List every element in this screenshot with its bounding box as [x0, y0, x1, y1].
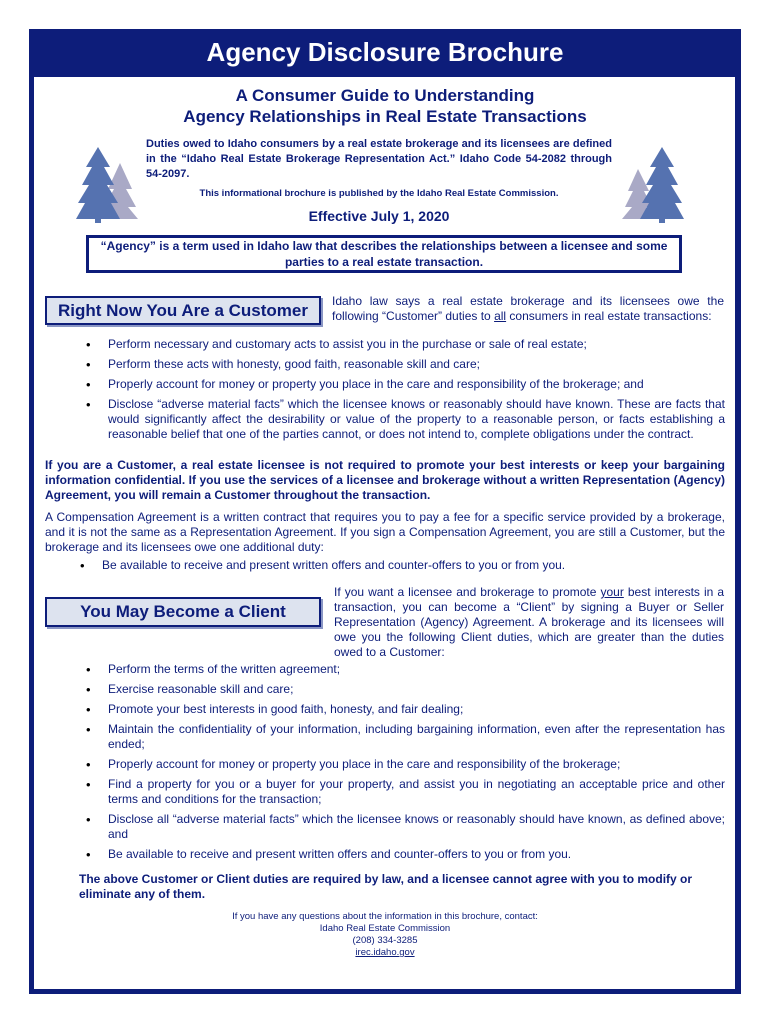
closing-statement: The above Customer or Client duties are required by law, and a licensee cannot agree with you to modify or eliminate any of them.	[79, 872, 693, 901]
list-item: • Maintain the confidentiality of your information, including bargaining information, even after the representation has ended;	[83, 722, 725, 752]
page-title: Agency Disclosure Brochure	[206, 37, 564, 67]
list-item: • Promote your best interests in good faith, honesty, and fair dealing;	[83, 702, 725, 717]
agency-definition-text: “Agency” is a term used in Idaho law that describes the relationships between a licensee and some parties to a real estate transaction.	[100, 239, 668, 269]
compensation-duty-list	[77, 558, 717, 578]
subtitle-line-1: A Consumer Guide to Understanding	[235, 86, 535, 105]
list-item: • Perform the terms of the written agreement;	[83, 662, 725, 677]
list-item: • Perform necessary and customary acts to assist you in the purchase or sale of real estate;	[83, 337, 725, 352]
subtitle-line-2: Agency Relationships in Real Estate Transactions	[183, 107, 587, 126]
list-item: • Perform these acts with honesty, good faith, reasonable skill and care;	[83, 357, 725, 372]
contact-website-link[interactable]: irec.idaho.gov	[355, 947, 415, 958]
list-item: • Properly account for money or property you place in the care and responsibility of the brokerage; and	[83, 377, 725, 392]
agency-definition-box	[86, 235, 682, 273]
list-item: • Find a property for you or a buyer for your property, and assist you in negotiating an acceptable price and other terms and conditions for the transaction;	[83, 777, 725, 807]
client-intro: If you want a licensee and brokerage to promote your best interests in a transaction, you can become a “Client” by signing a Buyer or Seller Representation (Agency) Agreement. A brokerage and its licensees will owe you the following Client duties, which are greater than the duties owed to a Customer:	[334, 585, 724, 659]
effective-date: Effective July 1, 2020	[308, 208, 450, 224]
client-heading-box	[45, 597, 321, 627]
pine-trees-left-icon	[76, 145, 138, 223]
list-item: • Exercise reasonable skill and care;	[83, 682, 725, 697]
contact-block	[100, 911, 670, 959]
intro-duties-text: Duties owed to Idaho consumers by a real estate brokerage and its licensees are defined in the “Idaho Real Estate Brokerage Representation Act.” Idaho Code 54-2082 through 54-2097.	[146, 138, 612, 180]
compensation-agreement-text: A Compensation Agreement is a written contract that requires you to pay a fee for a specific service provided by a brokerage, and it is not the same as a Representation Agreement. If you sign a Compensation Agreement, you are still a Customer, but the brokerage and its licensees owe one additional duty:	[45, 510, 725, 554]
contact-org: Idaho Real Estate Commission	[319, 923, 451, 934]
contact-phone: (208) 334-3285	[352, 935, 418, 946]
list-item: • Be available to receive and present written offers and counter-offers to you or from you.	[83, 847, 725, 862]
client-heading: You May Become a Client	[80, 602, 286, 621]
list-item: • Disclose all “adverse material facts” which the licensee knows or reasonably should have known, as defined above; and	[83, 812, 725, 842]
customer-heading: Right Now You Are a Customer	[58, 300, 308, 320]
customer-warning: If you are a Customer, a real estate licensee is not required to promote your best interests or keep your bargaining information confidential. If you use the services of a licensee and brokerage without a written Representation (Agency) Agreement, you will remain a Customer throughout the transaction.	[45, 458, 725, 502]
pine-trees-right-icon	[622, 145, 684, 223]
customer-intro: Idaho law says a real estate brokerage and its licensees owe the following “Customer” duties to all consumers in real estate transactions:	[332, 294, 724, 323]
list-item: • Properly account for money or property you place in the care and responsibility of the brokerage;	[83, 757, 725, 772]
published-note: This informational brochure is published by the Idaho Real Estate Commission.	[199, 188, 559, 199]
list-item: • Be available to receive and present written offers and counter-offers to you or from you.	[77, 558, 717, 573]
contact-intro: If you have any questions about the information in this brochure, contact:	[232, 911, 538, 922]
customer-heading-box	[45, 296, 321, 325]
customer-duties-list	[83, 337, 725, 447]
list-item: • Disclose “adverse material facts” which the licensee knows or reasonably should have known. These are facts that would significantly affect the desirability or value of the property to a reasonable person, or facts establishing a reasonable belief that one of the parties cannot, or does not intend to, complete obligations under the contract.	[83, 397, 725, 442]
client-duties-list	[83, 662, 725, 867]
